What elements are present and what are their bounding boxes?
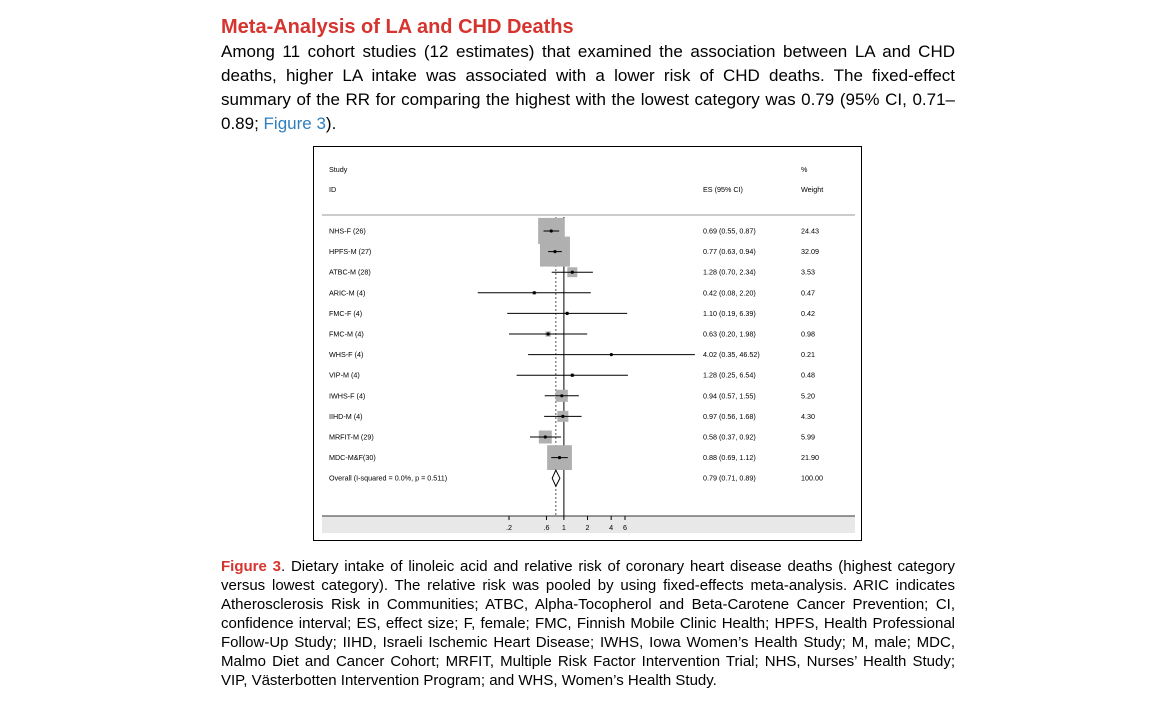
overall-diamond [552, 470, 560, 486]
point-estimate-mdc-m-f-30 [558, 456, 561, 459]
study-label: VIP-M (4) [329, 370, 360, 380]
point-estimate-whs-f-4 [610, 353, 613, 356]
forest-plot-figure [313, 146, 862, 541]
es-value: 1.28 (0.70, 2.34) [703, 267, 756, 277]
x-tick-label: 2 [585, 523, 590, 532]
weight-value: 24.43 [801, 226, 819, 236]
es-value: 0.58 (0.37, 0.92) [703, 432, 756, 442]
caption-text: . Dietary intake of linoleic acid and relative risk of coronary heart disease deaths (highest category versus lowest category). The relative risk was pooled by using fixed-effects meta-analysis. ARIC indicates Atherosclerosis Risk in Communities; ATBC, Alpha-Tocopherol and Beta-Carotene Cancer Prevention; CI, confidence interval; ES, effect size; F, female; FMC, Finnish Mobile Clinic Health; HPFS, Health Professional Follow-Up Study; IIHD, Israeli Ischemic Heart Disease; IWHS, Iowa Women’s Health Study; M, male; MDC, Malmo Diet and Cancer Cohort; MRFIT, Multiple Risk Factor Intervention Trial; NHS, Nurses’ Health Study; VIP, Västerbotten Intervention Program; and WHS, Women’s Health Study. [221, 558, 955, 689]
x-tick-label: .6 [543, 523, 550, 532]
header-weight: Weight [801, 185, 824, 194]
header-id: ID [329, 185, 337, 194]
paragraph-text: Among 11 cohort studies (12 estimates) that examined the association between LA and CHD deaths, higher LA intake was associated with a lower risk of CHD deaths. The fixed-effect summary of the RR for comparing the highest with the lowest category was 0.79 (95% CI, 0.71–0.89; [221, 42, 955, 133]
point-estimate-fmc-f-4 [566, 312, 569, 315]
x-tick-label: 4 [609, 523, 614, 532]
weight-value: 5.20 [801, 391, 815, 401]
overall-label: Overall (I-squared = 0.0%, p = 0.511) [329, 473, 448, 483]
header-es: ES (95% CI) [703, 185, 743, 194]
es-value: 4.02 (0.35, 46.52) [703, 350, 760, 360]
weight-value: 3.53 [801, 267, 815, 277]
paragraph-text-end: ). [325, 114, 337, 133]
figure-caption [221, 557, 955, 690]
header-study: Study [329, 165, 348, 174]
es-value: 0.97 (0.56, 1.68) [703, 411, 756, 421]
point-estimate-iwhs-f-4 [560, 394, 563, 397]
study-label: NHS-F (26) [329, 226, 366, 236]
es-value: 0.77 (0.63, 0.94) [703, 247, 756, 257]
forest-plot [314, 147, 863, 542]
weight-value: 0.98 [801, 329, 815, 339]
point-estimate-aric-m-4 [533, 291, 536, 294]
study-label: WHS-F (4) [329, 350, 364, 360]
caption-label: Figure 3 [221, 558, 281, 575]
weight-value: 0.48 [801, 370, 815, 380]
weight-value: 32.09 [801, 247, 819, 257]
weight-value: 0.47 [801, 288, 815, 298]
section-heading: Meta-Analysis of LA and CHD Deaths [221, 16, 574, 38]
study-label: MDC-M&F(30) [329, 453, 376, 463]
point-estimate-vip-m-4 [571, 374, 574, 377]
point-estimate-nhs-f-26 [550, 229, 553, 232]
figure-3-link[interactable]: Figure 3 [263, 114, 326, 133]
es-value: 0.63 (0.20, 1.98) [703, 329, 756, 339]
study-label: ATBC-M (28) [329, 267, 371, 277]
es-value: 0.42 (0.08, 2.20) [703, 288, 756, 298]
study-label: IWHS-F (4) [329, 391, 366, 401]
es-value: 1.10 (0.19, 6.39) [703, 308, 756, 318]
weight-value: 0.21 [801, 350, 815, 360]
body-paragraph [221, 40, 955, 136]
study-label: IIHD-M (4) [329, 411, 363, 421]
es-value: 0.69 (0.55, 0.87) [703, 226, 756, 236]
es-value: 0.88 (0.69, 1.12) [703, 453, 756, 463]
x-tick-label: 6 [623, 523, 627, 532]
study-label: HPFS-M (27) [329, 247, 372, 257]
weight-value: 21.90 [801, 453, 819, 463]
weight-value: 0.42 [801, 308, 815, 318]
x-tick-label: 1 [561, 523, 566, 532]
point-estimate-hpfs-m-27 [553, 250, 556, 253]
study-label: FMC-M (4) [329, 329, 364, 339]
header-percent: % [801, 165, 808, 174]
study-label: FMC-F (4) [329, 308, 363, 318]
point-estimate-atbc-m-28 [571, 271, 574, 274]
study-label: ARIC-M (4) [329, 288, 366, 298]
x-tick-label: .2 [506, 523, 512, 532]
weight-value: 5.99 [801, 432, 815, 442]
point-estimate-iihd-m-4 [561, 415, 564, 418]
es-value: 1.28 (0.25, 6.54) [703, 370, 756, 380]
overall-es-value: 0.79 (0.71, 0.89) [703, 473, 756, 483]
study-label: MRFIT-M (29) [329, 432, 374, 442]
overall-weight-value: 100.00 [801, 473, 823, 483]
weight-value: 4.30 [801, 411, 815, 421]
point-estimate-mrfit-m-29 [544, 435, 547, 438]
es-value: 0.94 (0.57, 1.55) [703, 391, 756, 401]
point-estimate-fmc-m-4 [547, 332, 550, 335]
